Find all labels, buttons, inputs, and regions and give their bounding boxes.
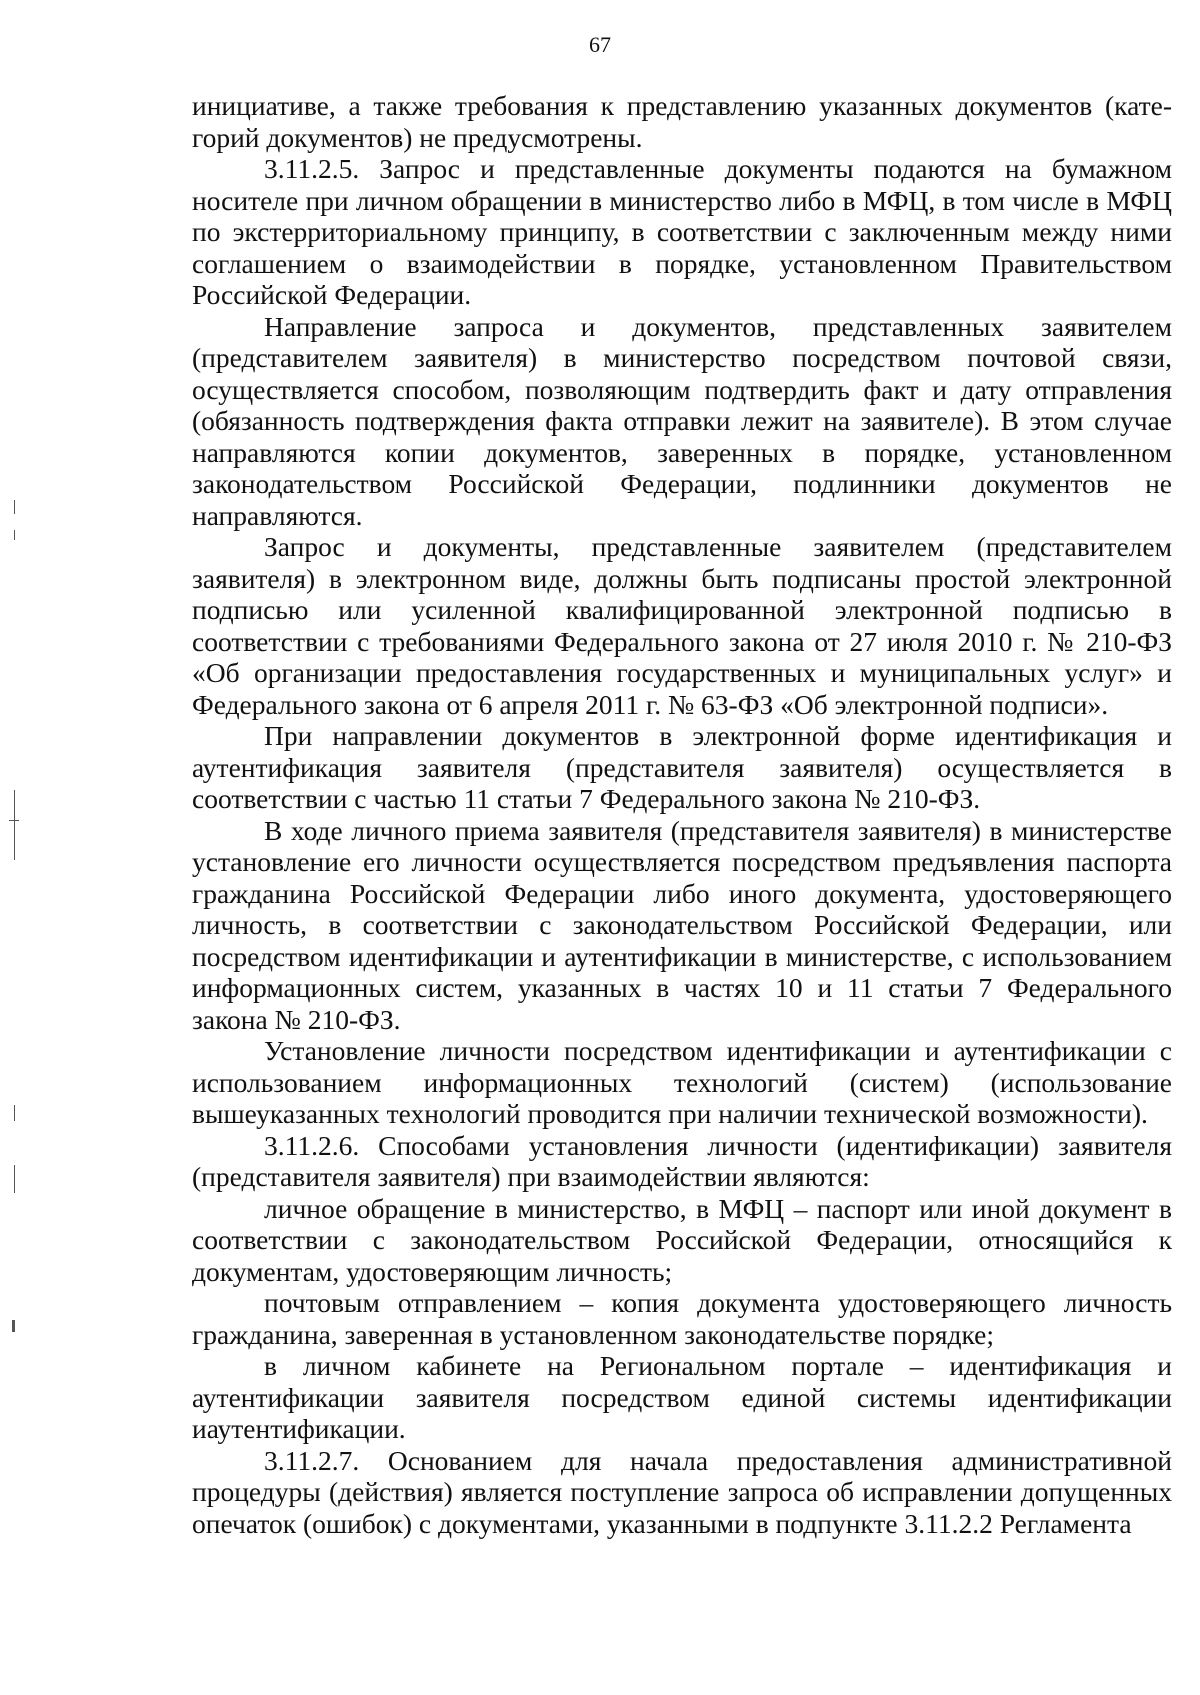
paragraph-4: Запрос и документы, представленные заявителем (представителем заявителя) в электронном виде, должны быть подписаны простой электронной подписью или усиленной квалифицированной электронной подписью в соответствии с требованиями Федерального закона от 27 июля 2010 г. № 210-ФЗ «Об организации предоставления государственных и муниципальных услуг» и Федерального закона от 6 апреля 2011 г. № 63-ФЗ «Об электронной подписи». bbox=[192, 531, 1172, 720]
paragraph-7: Установление личности посредством идентификации и аутентификации с использованием информационных технологий (систем) (использование вышеуказанных технологий проводится при наличии технической возможности). bbox=[192, 1035, 1172, 1129]
paragraph-5: При направлении документов в электронной форме идентификация и аутентификация заявителя (представителя заявителя) осуществляется в соответствии с частью 11 статьи 7 Федерального закона № 210-ФЗ. bbox=[192, 720, 1172, 814]
document-body bbox=[192, 90, 1172, 1539]
page-number: 67 bbox=[589, 32, 611, 57]
paragraph-11: в личном кабинете на Региональном портале – идентификация и аутентификации заявителя посредством единой системы идентификации иаутентификации. bbox=[192, 1350, 1172, 1444]
scan-mark bbox=[9, 820, 19, 821]
scan-mark bbox=[14, 500, 15, 514]
paragraph-6: В ходе личного приема заявителя (представителя заявителя) в министерстве установление его личности осуществляется посредством предъявления паспорта гражданина Российской Федерации либо иного документа, удостоверяющего личность, в соответствии с законодательством Российской Федерации, или посредством идентификации и аутентификации в министерстве, с использованием информационных систем, указанных в частях 10 и 11 статьи 7 Федерального закона № 210-ФЗ. bbox=[192, 814, 1172, 1035]
scan-mark bbox=[14, 530, 15, 540]
paragraph-3: Направление запроса и документов, представленных заявителем (представителем заявителя) в министерство посредством почтовой связи, осуществляется способом, позволяющим подтвердить факт и дату отправления (обязанность подтверждения факта отправки лежит на заявителе). В этом случае направляются копии документов, заверенных в порядке, установленном законодательством Российской Федерации, подлинники документов не направляются. bbox=[192, 310, 1172, 531]
paragraph-10: почтовым отправлением – копия документа удостоверяющего личность гражданина, заверенная в установленном законодательстве порядке; bbox=[192, 1287, 1172, 1350]
scan-mark bbox=[14, 790, 15, 860]
scan-mark bbox=[14, 1105, 15, 1121]
scan-mark bbox=[12, 1320, 15, 1332]
paragraph-2: 3.11.2.5. Запрос и представленные документы подаются на бумажном носителе при личном обращении в министерство либо в МФЦ, в том числе в МФЦ по экстерриториальному принципу, в соответствии с заключенным между ними соглашением о взаимодействии в порядке, установленном Правительством Российской Федерации. bbox=[192, 153, 1172, 310]
paragraph-9: личное обращение в министерство, в МФЦ – паспорт или иной документ в соответствии с законодательством Российской Федерации, относящийся к документам, удостоверяющим личность; bbox=[192, 1192, 1172, 1287]
scan-mark bbox=[14, 1165, 15, 1193]
paragraph-1: инициативе, а также требования к представлению указанных документов (кате-горий документов) не предусмотрены. bbox=[192, 90, 1172, 153]
paragraph-8: 3.11.2.6. Способами установления личности (идентификации) заявителя (представителя заявителя) при взаимодействии являются: bbox=[192, 1129, 1172, 1192]
paragraph-12: 3.11.2.7. Основанием для начала предоставления административной процедуры (действия) является поступление запроса об исправлении допущенных опечаток (ошибок) с документами, указанными в подпункте 3.11.2.2 Регламента bbox=[192, 1444, 1172, 1539]
